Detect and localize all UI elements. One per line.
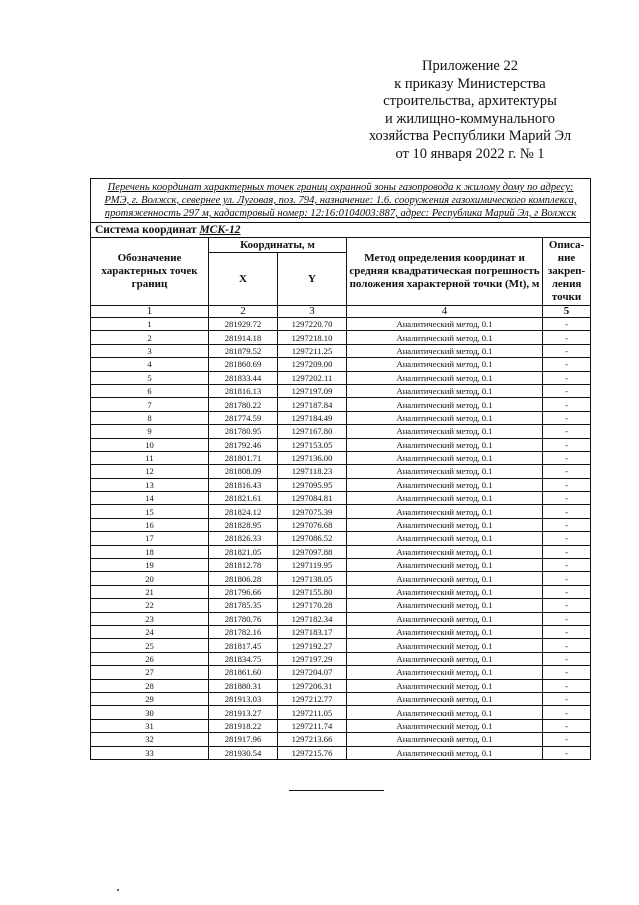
description: - — [543, 746, 591, 759]
table-title: Перечень координат характерных точек границ охранной зоны газопровода к жилому дому по адресу: РМЭ, г. Волжск, севернее ул. Луговая, поз. 794, назначение: 1.6. сооружения газохимического комплекса, протяженность 297 м, кадастровый номер: 12:16:0104003:887, адрес: Республика Марий Эл, г Волжск — [91, 179, 591, 223]
method: Аналитический метод, 0.1 — [347, 679, 543, 692]
x-coordinate: 281817.45 — [209, 639, 278, 652]
column-number: 2 — [209, 306, 278, 318]
y-coordinate: 1297118.23 — [278, 465, 347, 478]
x-coordinate: 281828.95 — [209, 518, 278, 531]
point-number: 16 — [91, 518, 209, 531]
header-line: хозяйства Республики Марий Эл — [368, 128, 572, 144]
method: Аналитический метод, 0.1 — [347, 411, 543, 424]
method: Аналитический метод, 0.1 — [347, 639, 543, 652]
column-number-row — [91, 306, 591, 318]
col-description-header: Описа-ние закреп-ления точки — [543, 238, 591, 306]
point-number: 29 — [91, 692, 209, 705]
description: - — [543, 331, 591, 344]
point-number: 3 — [91, 344, 209, 357]
point-number: 31 — [91, 719, 209, 732]
y-coordinate: 1297170.28 — [278, 599, 347, 612]
y-coordinate: 1297211.74 — [278, 719, 347, 732]
y-coordinate: 1297138.05 — [278, 572, 347, 585]
point-number: 22 — [91, 599, 209, 612]
x-coordinate: 281834.75 — [209, 652, 278, 665]
table-row — [91, 572, 591, 585]
header-line: Приложение 22 — [422, 58, 518, 74]
table-row — [91, 585, 591, 598]
method: Аналитический метод, 0.1 — [347, 612, 543, 625]
y-coordinate: 1297097.88 — [278, 545, 347, 558]
y-coordinate: 1297215.76 — [278, 746, 347, 759]
column-number: 3 — [278, 306, 347, 318]
y-coordinate: 1297211.05 — [278, 706, 347, 719]
point-number: 1 — [91, 318, 209, 331]
point-number: 26 — [91, 652, 209, 665]
y-coordinate: 1297119.95 — [278, 559, 347, 572]
table-row — [91, 679, 591, 692]
table-row — [91, 559, 591, 572]
table-row — [91, 465, 591, 478]
header-line: строительства, архитектуры — [383, 93, 557, 109]
table-row — [91, 411, 591, 424]
method: Аналитический метод, 0.1 — [347, 746, 543, 759]
point-number: 12 — [91, 465, 209, 478]
x-coordinate: 281780.76 — [209, 612, 278, 625]
x-coordinate: 281774.59 — [209, 411, 278, 424]
col-designation-header: Обозначение характерных точек границ — [91, 238, 209, 306]
table-row — [91, 318, 591, 331]
description: - — [543, 733, 591, 746]
table-row — [91, 612, 591, 625]
method: Аналитический метод, 0.1 — [347, 438, 543, 451]
y-coordinate: 1297084.81 — [278, 492, 347, 505]
x-coordinate: 281824.12 — [209, 505, 278, 518]
description: - — [543, 585, 591, 598]
method: Аналитический метод, 0.1 — [347, 505, 543, 518]
table-row — [91, 398, 591, 411]
table-row — [91, 545, 591, 558]
description: - — [543, 666, 591, 679]
table-row — [91, 706, 591, 719]
method: Аналитический метод, 0.1 — [347, 585, 543, 598]
description: - — [543, 706, 591, 719]
x-coordinate: 281918.22 — [209, 719, 278, 732]
x-coordinate: 281780.95 — [209, 425, 278, 438]
x-coordinate: 281808.09 — [209, 465, 278, 478]
description: - — [543, 679, 591, 692]
point-number: 7 — [91, 398, 209, 411]
point-number: 17 — [91, 532, 209, 545]
point-number: 30 — [91, 706, 209, 719]
y-coordinate: 1297187.84 — [278, 398, 347, 411]
x-coordinate: 281806.28 — [209, 572, 278, 585]
table-row — [91, 532, 591, 545]
coordinate-system-value: МСК-12 — [199, 224, 241, 236]
method: Аналитический метод, 0.1 — [347, 559, 543, 572]
method: Аналитический метод, 0.1 — [347, 719, 543, 732]
table-row — [91, 639, 591, 652]
x-coordinate: 281821.61 — [209, 492, 278, 505]
description: - — [543, 371, 591, 384]
method: Аналитический метод, 0.1 — [347, 545, 543, 558]
table-row — [91, 331, 591, 344]
x-coordinate: 281861.60 — [209, 666, 278, 679]
table-row — [91, 438, 591, 451]
point-number: 6 — [91, 384, 209, 397]
x-coordinate: 281914.18 — [209, 331, 278, 344]
method: Аналитический метод, 0.1 — [347, 425, 543, 438]
method: Аналитический метод, 0.1 — [347, 465, 543, 478]
method: Аналитический метод, 0.1 — [347, 384, 543, 397]
point-number: 24 — [91, 625, 209, 638]
y-coordinate: 1297192.27 — [278, 639, 347, 652]
point-number: 5 — [91, 371, 209, 384]
y-coordinate: 1297183.17 — [278, 625, 347, 638]
description: - — [543, 465, 591, 478]
table-row — [91, 692, 591, 705]
description: - — [543, 559, 591, 572]
y-coordinate: 1297182.34 — [278, 612, 347, 625]
column-header-row — [91, 238, 591, 253]
x-coordinate: 281782.16 — [209, 625, 278, 638]
point-number: 9 — [91, 425, 209, 438]
description: - — [543, 719, 591, 732]
method: Аналитический метод, 0.1 — [347, 331, 543, 344]
table-title-row — [91, 179, 591, 223]
description: - — [543, 358, 591, 371]
point-number: 14 — [91, 492, 209, 505]
table-row — [91, 599, 591, 612]
x-coordinate: 281930.54 — [209, 746, 278, 759]
scan-dot — [117, 889, 119, 891]
x-coordinate: 281917.96 — [209, 733, 278, 746]
x-coordinate: 281913.03 — [209, 692, 278, 705]
column-number: 5 — [543, 306, 591, 318]
table-row — [91, 625, 591, 638]
table-row — [91, 733, 591, 746]
x-coordinate: 281913.27 — [209, 706, 278, 719]
coordinate-system-label: Система координат — [95, 224, 197, 236]
y-coordinate: 1297155.80 — [278, 585, 347, 598]
y-coordinate: 1297202.11 — [278, 371, 347, 384]
y-coordinate: 1297136.00 — [278, 451, 347, 464]
coordinate-system — [91, 223, 591, 238]
table-row — [91, 746, 591, 759]
table-row — [91, 505, 591, 518]
description: - — [543, 518, 591, 531]
y-coordinate: 1297086.52 — [278, 532, 347, 545]
x-coordinate: 281796.66 — [209, 585, 278, 598]
table-row — [91, 666, 591, 679]
y-coordinate: 1297167.80 — [278, 425, 347, 438]
description: - — [543, 492, 591, 505]
description: - — [543, 478, 591, 491]
point-number: 32 — [91, 733, 209, 746]
table-row — [91, 478, 591, 491]
point-number: 10 — [91, 438, 209, 451]
y-coordinate: 1297213.66 — [278, 733, 347, 746]
description: - — [543, 639, 591, 652]
point-number: 8 — [91, 411, 209, 424]
header-line: к приказу Министерства — [394, 75, 546, 92]
point-number: 25 — [91, 639, 209, 652]
coordinate-system-row — [91, 223, 591, 238]
y-coordinate: 1297076.68 — [278, 518, 347, 531]
y-coordinate: 1297095.95 — [278, 478, 347, 491]
method: Аналитический метод, 0.1 — [347, 451, 543, 464]
table-row — [91, 492, 591, 505]
description: - — [543, 384, 591, 397]
x-coordinate: 281860.69 — [209, 358, 278, 371]
point-number: 23 — [91, 612, 209, 625]
y-coordinate: 1297204.07 — [278, 666, 347, 679]
method: Аналитический метод, 0.1 — [347, 492, 543, 505]
coordinates-table — [90, 178, 591, 760]
description: - — [543, 545, 591, 558]
separator-line — [289, 790, 384, 791]
y-coordinate: 1297197.29 — [278, 652, 347, 665]
method: Аналитический метод, 0.1 — [347, 478, 543, 491]
x-coordinate: 281780.22 — [209, 398, 278, 411]
point-number: 2 — [91, 331, 209, 344]
column-number: 1 — [91, 306, 209, 318]
method: Аналитический метод, 0.1 — [347, 652, 543, 665]
y-coordinate: 1297075.39 — [278, 505, 347, 518]
point-number: 4 — [91, 358, 209, 371]
method: Аналитический метод, 0.1 — [347, 599, 543, 612]
y-coordinate: 1297209.00 — [278, 358, 347, 371]
y-coordinate: 1297184.49 — [278, 411, 347, 424]
header-line: от 10 января 2022 г. № 1 — [395, 145, 545, 162]
point-number: 13 — [91, 478, 209, 491]
table-row — [91, 384, 591, 397]
table-row — [91, 425, 591, 438]
y-coordinate: 1297197.09 — [278, 384, 347, 397]
description: - — [543, 398, 591, 411]
x-coordinate: 281879.52 — [209, 344, 278, 357]
method: Аналитический метод, 0.1 — [347, 572, 543, 585]
method: Аналитический метод, 0.1 — [347, 666, 543, 679]
point-number: 15 — [91, 505, 209, 518]
appendix-header — [350, 58, 590, 163]
x-coordinate: 281826.33 — [209, 532, 278, 545]
x-coordinate: 281816.43 — [209, 478, 278, 491]
point-number: 18 — [91, 545, 209, 558]
point-number: 28 — [91, 679, 209, 692]
y-coordinate: 1297220.70 — [278, 318, 347, 331]
method: Аналитический метод, 0.1 — [347, 532, 543, 545]
description: - — [543, 612, 591, 625]
description: - — [543, 599, 591, 612]
description: - — [543, 692, 591, 705]
y-coordinate: 1297153.05 — [278, 438, 347, 451]
description: - — [543, 425, 591, 438]
method: Аналитический метод, 0.1 — [347, 625, 543, 638]
col-method-header: Метод определения координат и средняя квадратическая погрешность положения характерной точки (Mt), м — [347, 238, 543, 306]
table-row — [91, 358, 591, 371]
method: Аналитический метод, 0.1 — [347, 344, 543, 357]
description: - — [543, 451, 591, 464]
method: Аналитический метод, 0.1 — [347, 398, 543, 411]
description: - — [543, 411, 591, 424]
description: - — [543, 532, 591, 545]
point-number: 21 — [91, 585, 209, 598]
column-number: 4 — [347, 306, 543, 318]
method: Аналитический метод, 0.1 — [347, 733, 543, 746]
description: - — [543, 344, 591, 357]
table-row — [91, 518, 591, 531]
table-row — [91, 371, 591, 384]
x-coordinate: 281880.31 — [209, 679, 278, 692]
point-number: 33 — [91, 746, 209, 759]
description: - — [543, 572, 591, 585]
y-coordinate: 1297206.31 — [278, 679, 347, 692]
y-coordinate: 1297218.10 — [278, 331, 347, 344]
x-coordinate: 281792.46 — [209, 438, 278, 451]
description: - — [543, 505, 591, 518]
point-number: 20 — [91, 572, 209, 585]
table-row — [91, 652, 591, 665]
description: - — [543, 652, 591, 665]
point-number: 27 — [91, 666, 209, 679]
x-coordinate: 281801.71 — [209, 451, 278, 464]
table-body — [91, 318, 591, 760]
method: Аналитический метод, 0.1 — [347, 518, 543, 531]
point-number: 19 — [91, 559, 209, 572]
y-coordinate: 1297211.25 — [278, 344, 347, 357]
col-x-header: X — [209, 253, 278, 306]
x-coordinate: 281812.78 — [209, 559, 278, 572]
x-coordinate: 281833.44 — [209, 371, 278, 384]
col-y-header: Y — [278, 253, 347, 306]
x-coordinate: 281816.13 — [209, 384, 278, 397]
description: - — [543, 438, 591, 451]
col-coords-header: Координаты, м — [209, 238, 347, 253]
method: Аналитический метод, 0.1 — [347, 358, 543, 371]
x-coordinate: 281821.05 — [209, 545, 278, 558]
method: Аналитический метод, 0.1 — [347, 318, 543, 331]
x-coordinate: 281785.35 — [209, 599, 278, 612]
x-coordinate: 281929.72 — [209, 318, 278, 331]
table-row — [91, 719, 591, 732]
y-coordinate: 1297212.77 — [278, 692, 347, 705]
method: Аналитический метод, 0.1 — [347, 706, 543, 719]
description: - — [543, 318, 591, 331]
method: Аналитический метод, 0.1 — [347, 692, 543, 705]
table-row — [91, 451, 591, 464]
description: - — [543, 625, 591, 638]
point-number: 11 — [91, 451, 209, 464]
table-row — [91, 344, 591, 357]
header-line: и жилищно-коммунального — [384, 110, 556, 127]
method: Аналитический метод, 0.1 — [347, 371, 543, 384]
